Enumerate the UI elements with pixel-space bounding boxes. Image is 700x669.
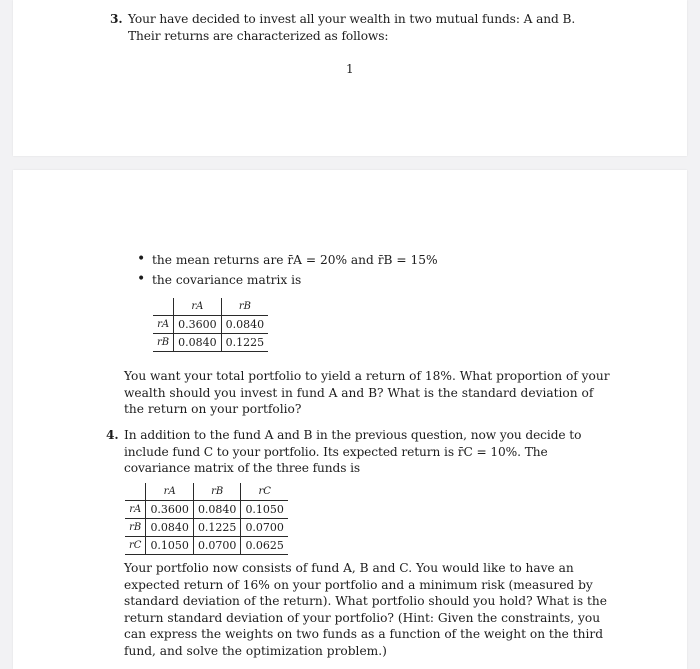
table-cell: 0.0840 [174, 334, 222, 352]
question-4-number: 4. [106, 428, 119, 442]
question-4-intro-text: In addition to the fund A and B in the previous question, now you decide to include fund C to your portfolio. Its expected return is r̄C = 10%. The covariance matrix of the three funds is [124, 428, 582, 475]
table-cell: 0.1225 [221, 334, 268, 352]
table-cell: 0.0625 [241, 537, 288, 555]
table-row [153, 334, 268, 352]
page-number: 1 [346, 62, 354, 76]
table-row [153, 316, 268, 334]
row-label: rB [125, 519, 146, 537]
question-4-text: Your portfolio now consists of fund A, B and C. You would like to have an expected return of 16% on your portfolio and a minimum risk (measured by standard deviation of the return). What portfolio should you hold? What is the return standard deviation of your portfolio? (Hint: Given the constraints, you can express the weights on two funds as a function of the weight on the third fund, and solve the optimization problem.) [124, 561, 607, 658]
row-label: rC [125, 537, 146, 555]
table-header-row [125, 483, 288, 501]
row-label: rA [125, 501, 146, 519]
page-2 [13, 170, 687, 669]
question-3-number: 3. [110, 12, 123, 26]
table-cell: 0.0840 [221, 316, 268, 334]
row-label: rA [153, 316, 174, 334]
table-cell: 0.0840 [146, 519, 194, 537]
table-row [125, 519, 288, 537]
table-cell: 0.3600 [174, 316, 222, 334]
table-cell: 0.3600 [146, 501, 194, 519]
table-header: rA [174, 298, 222, 316]
page-1 [13, 0, 687, 156]
table-header: rA [146, 483, 194, 501]
table-row [125, 501, 288, 519]
table-cell: 0.0700 [241, 519, 288, 537]
table-corner [153, 298, 174, 316]
question-4-intro [106, 427, 611, 477]
covariance-table-2x2 [153, 298, 268, 352]
bullet-covariance: • the covariance matrix is [135, 270, 438, 290]
bullet-mean-returns: • the mean returns are r̄A = 20% and r̄B = 15% [135, 250, 438, 270]
table-corner [125, 483, 146, 501]
question-3-intro [110, 11, 610, 44]
question-3-text: You want your total portfolio to yield a return of 18%. What proportion of your wealth should you invest in fund A and B? What is the standard deviation of the return on your portfolio? [124, 369, 610, 416]
covariance-table-3x3 [125, 483, 288, 555]
table-cell: 0.1050 [146, 537, 194, 555]
table-header: rB [221, 298, 268, 316]
question-3-intro-text: Your have decided to invest all your wealth in two mutual funds: A and B. Their returns are characterized as follows: [128, 12, 576, 43]
table-cell: 0.0840 [193, 501, 241, 519]
table-header: rC [241, 483, 288, 501]
table-header: rB [193, 483, 241, 501]
table-cell: 0.1050 [241, 501, 288, 519]
table-cell: 0.0700 [193, 537, 241, 555]
row-label: rB [153, 334, 174, 352]
bullet-list [135, 250, 438, 290]
table-row [125, 537, 288, 555]
table-cell: 0.1225 [193, 519, 241, 537]
table-header-row [153, 298, 268, 316]
